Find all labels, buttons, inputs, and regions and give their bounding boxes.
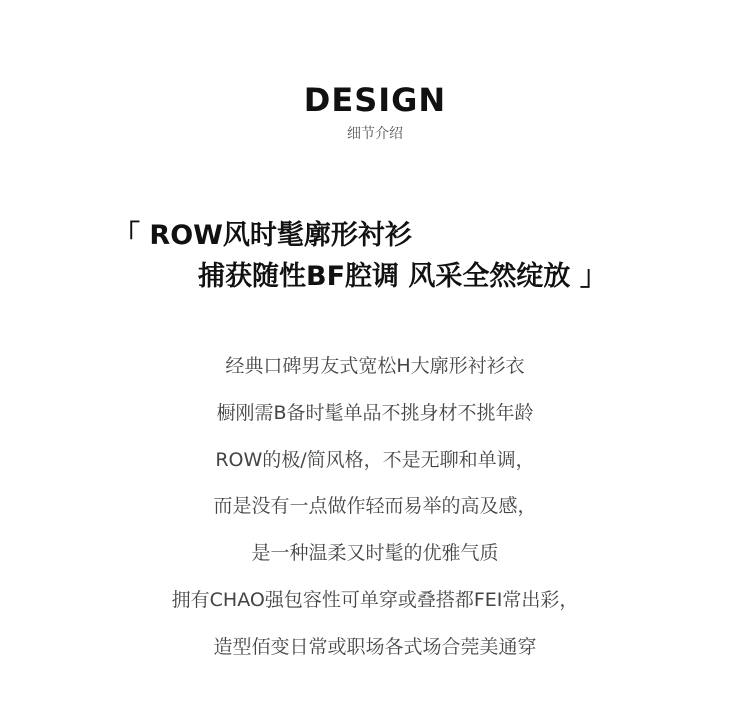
description-line: 造型佰变日常或职场各式场合莞美通穿 [213, 635, 537, 658]
description-line: 而是没有一点做作轻而易举的高及感， [213, 495, 537, 518]
description-line: 是一种温柔又时髦的优雅气质 [251, 542, 499, 565]
headline-line-2: 捕获随性BF腔调 风采全然绽放 」 [198, 261, 607, 292]
headline-line-1: 「 ROW风时髦廓形衬衫 [113, 220, 412, 251]
description-text-block [0, 350, 750, 678]
section-subtitle: 细节介绍 [347, 126, 403, 142]
description-line: 橱刚需B备时髦单品不挑身材不挑年龄 [216, 401, 534, 424]
description-line: 经典口碑男友式宽松H大廓形衬衫衣 [225, 355, 525, 377]
description-line: ROW的极/简风格，不是无聊和单调， [215, 448, 535, 471]
description-line: 拥有CHAO强包容性可单穿或叠搭都FEI常出彩， [171, 588, 579, 611]
section-title: DESIGN [303, 81, 447, 119]
